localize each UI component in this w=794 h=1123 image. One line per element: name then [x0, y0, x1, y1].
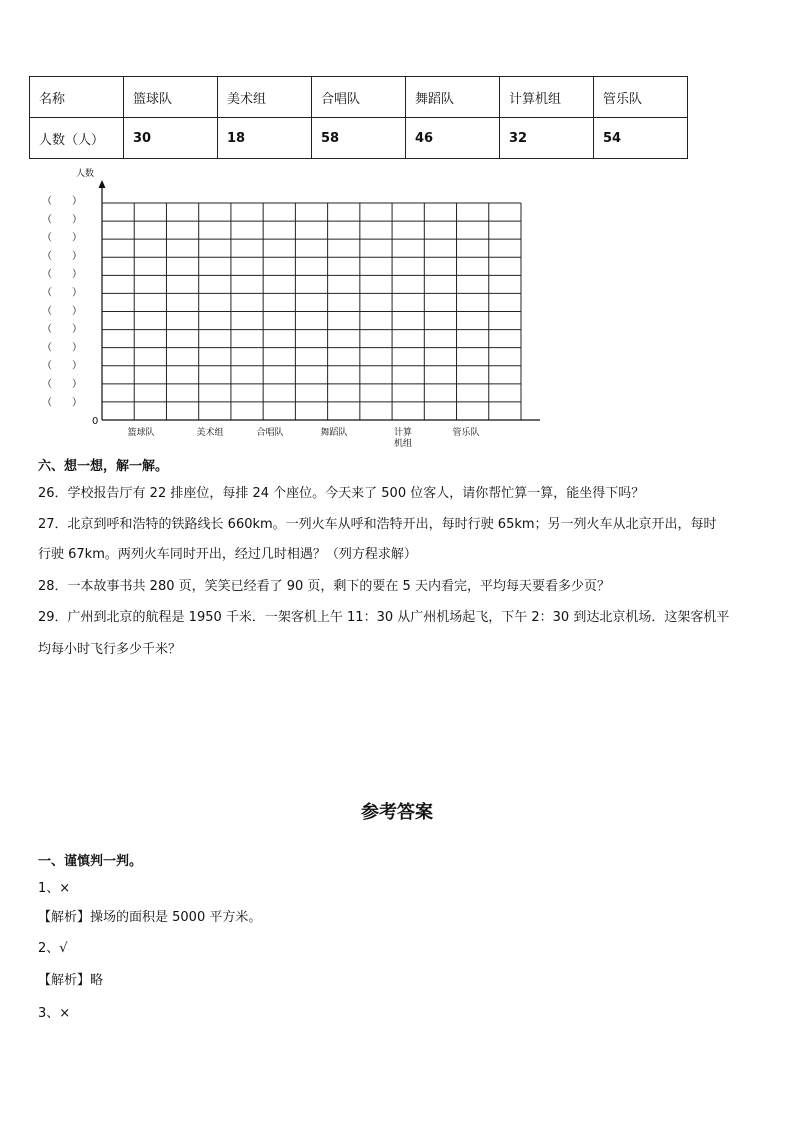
table-cell: 32 [500, 118, 594, 159]
y-tick-placeholder: （ ） [42, 379, 82, 390]
answer-2: 2、√ [38, 941, 68, 956]
y-tick-placeholder: （ ） [42, 397, 82, 409]
y-tick-placeholder: （ ） [42, 269, 82, 281]
answer-2-analysis: 【解析】略 [38, 973, 104, 988]
y-tick-placeholder: （ ） [42, 324, 82, 336]
question-28: 28．一本故事书共 280 页，笑笑已经看了 90 页，剩下的要在 5 天内看完，平均每天要看多少页？ [38, 579, 610, 594]
table-cell: 名称 [30, 77, 124, 118]
table-cell: 舞蹈队 [406, 77, 500, 118]
table-row [30, 118, 688, 159]
x-tick-label: 篮球队 [127, 428, 155, 438]
table-cell: 46 [406, 118, 500, 159]
y-tick-placeholder: （ ） [42, 250, 82, 262]
table-cell: 58 [312, 118, 406, 159]
table-cell: 篮球队 [124, 77, 218, 118]
answer-1: 1、× [38, 881, 71, 896]
x-tick-label: 管乐队 [452, 428, 480, 438]
y-tick-placeholder: （ ） [42, 214, 82, 226]
section-title: 六、想一想，解一解。 [38, 459, 169, 474]
y-tick-placeholder: （ ） [42, 342, 82, 354]
x-tick-label: 计算 [393, 428, 413, 438]
answers-section-title: 一、谨慎判一判。 [38, 854, 143, 869]
origin-label: 0 [92, 416, 99, 427]
table-cell: 54 [594, 118, 688, 159]
table-cell: 30 [124, 118, 218, 159]
answer-1-analysis: 【解析】操场的面积是 5000 平方米。 [38, 910, 262, 925]
question-29-line1: 29．广州到北京的航程是 1950 千米．一架客机上午 11：30 从广州机场起飞，下午 2：30 到达北京机场．这架客机平 [38, 610, 730, 625]
question-26: 26．学校报告厅有 22 排座位，每排 24 个座位。今天来了 500 位客人，请你帮忙算一算，能坐得下吗？ [38, 486, 645, 501]
y-tick-placeholder: （ ） [42, 196, 82, 207]
y-axis-arrow-icon [99, 180, 106, 188]
table-cell: 管乐队 [594, 77, 688, 118]
x-tick-label: 机组 [393, 439, 413, 449]
answer-3: 3、× [38, 1006, 71, 1021]
y-tick-placeholder: （ ） [42, 305, 82, 317]
table-cell: 计算机组 [500, 77, 594, 118]
table-cell: 美术组 [218, 77, 312, 118]
question-27-line2: 行驶 67km。两列火车同时开出，经过几时相遇？（列方程求解） [38, 547, 417, 562]
table-cell: 人数（人） [30, 118, 124, 159]
x-tick-label: 美术组 [196, 428, 224, 438]
x-tick-label: 合唱队 [256, 428, 284, 438]
table-header-row [30, 77, 688, 118]
answers-title: 参考答案 [361, 802, 433, 823]
x-tick-label: 舞蹈队 [320, 428, 348, 438]
y-tick-placeholder: （ ） [42, 360, 82, 372]
table-cell: 18 [218, 118, 312, 159]
y-tick-placeholder: （ ） [42, 287, 82, 299]
question-27-line1: 27．北京到呼和浩特的铁路线长 660km。一列火车从呼和浩特开出，每时行驶 65km；另一列火车从北京开出，每时 [38, 517, 717, 532]
y-tick-placeholder: （ ） [42, 232, 82, 244]
question-29-line2: 均每小时飞行多少千米？ [38, 642, 182, 657]
bar-chart-grid [0, 160, 560, 455]
table-cell: 合唱队 [312, 77, 406, 118]
y-axis-label: 人数 [76, 169, 95, 179]
team-count-table [29, 76, 688, 159]
